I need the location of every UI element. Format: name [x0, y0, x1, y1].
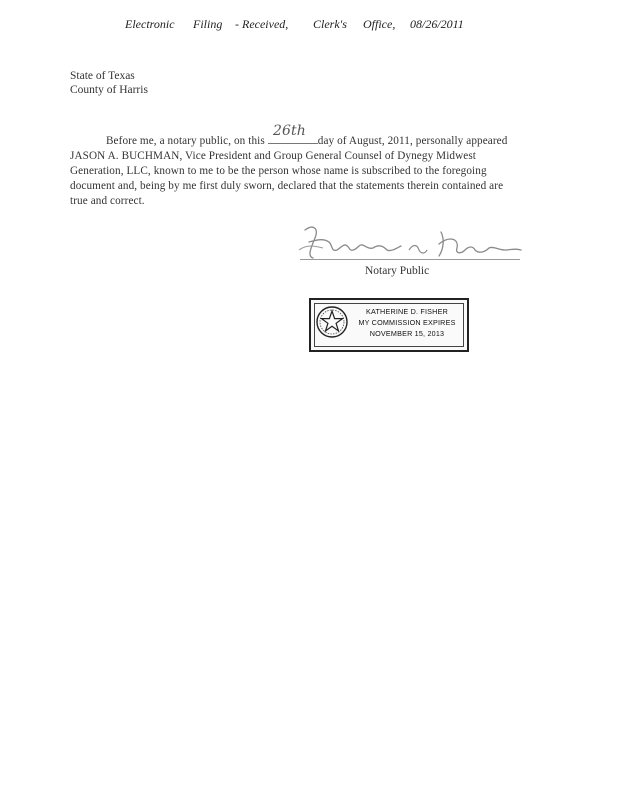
paragraph-line: JASON A. BUCHMAN, Vice President and Group General Counsel of Dynegy Midwest [70, 150, 477, 162]
filing-header-word: Electronic [125, 17, 175, 31]
paragraph-line: Generation, LLC, known to me to be the person whose name is subscribed to the foregoing [70, 165, 487, 177]
star-seal-icon [315, 305, 349, 339]
filing-header-word: Clerk's [313, 17, 347, 31]
paragraph-line: true and correct. [70, 195, 145, 207]
signature-line [300, 259, 520, 260]
filing-header-word: - Received, [235, 17, 289, 31]
handwritten-day-mark [271, 119, 315, 141]
venue-block [70, 69, 148, 97]
seal-commission-date: NOVEMBER 15, 2013 [369, 329, 445, 338]
paragraph-text: Before me, a notary public, on this [106, 135, 265, 147]
venue-state: State of Texas [70, 70, 135, 82]
seal-text [351, 306, 463, 339]
filing-header-date: 08/26/2011 [410, 17, 464, 31]
filing-header-word: Office, [363, 17, 396, 31]
seal-commission-label: MY COMMISSION EXPIRES [358, 318, 456, 327]
paragraph-line [70, 123, 540, 149]
acknowledgment-paragraph [70, 123, 540, 209]
paragraph-line: document and, being by me first duly sworn, declared that the statements therein contained are [70, 180, 504, 192]
handwritten-day-text: 26th [272, 123, 306, 139]
handwritten-day [268, 123, 318, 144]
seal-notary-name: KATHERINE D. FISHER [366, 307, 448, 316]
venue-county: County of Harris [70, 84, 148, 96]
paragraph-text: day of August, 2011, personally appeared [317, 135, 508, 147]
filing-header [0, 17, 622, 35]
notary-signature [293, 220, 525, 270]
notary-seal [309, 298, 469, 352]
notary-public-label: Notary Public [365, 265, 430, 277]
filing-header-word: Filing [193, 17, 223, 31]
